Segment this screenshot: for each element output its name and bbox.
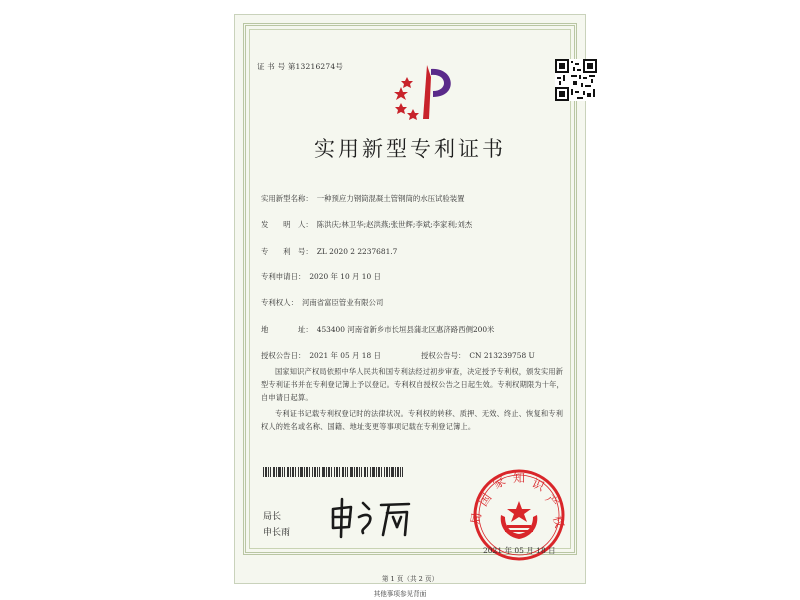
field-value: 河南省富臣管业有限公司 (301, 298, 384, 307)
field-key: 专 利 号： (261, 247, 313, 256)
certificate-number: 证 书 号 第13216274号 (257, 62, 344, 71)
field-value: CN 213239758 U (469, 351, 535, 360)
field-value: 一种预应力钢筒混凝土管钢筒的水压试验装置 (316, 194, 465, 203)
director-title: 局长 (263, 512, 282, 522)
legal-status-paragraph: 专利证书记载专利权登记时的法律状况。专利权的转移、质押、无效、终止、恢复和专利权人的姓名或名称、国籍、地址变更等事项记载在专利登记簿上。 (261, 409, 564, 431)
signature-icon (327, 495, 417, 539)
field-value: 2020 年 10 月 10 日 (309, 272, 381, 281)
svg-text:知: 知 (513, 471, 526, 485)
field-key: 授权公告日： (261, 351, 306, 360)
svg-text:权: 权 (550, 514, 567, 530)
director-name: 申长雨 (263, 528, 291, 538)
svg-text:识: 识 (529, 476, 547, 494)
field-key: 实用新型名称： (261, 194, 313, 203)
field-application-date (261, 271, 381, 282)
field-value: 2021 年 05 月 18 日 (309, 351, 381, 360)
page-number: 第 1 页（共 2 页） (381, 575, 439, 583)
seal-date: 2021 年 05 月 18 日 (483, 546, 556, 555)
field-key: 发 明 人： (261, 220, 313, 229)
qr-code-icon (555, 59, 597, 101)
barcode-icon (263, 467, 403, 477)
field-value: 453400 河南省新乡市长垣县蒲北区惠济路西侧200米 (316, 325, 495, 334)
field-utility-model-name (261, 193, 465, 204)
svg-text:产: 产 (542, 491, 562, 511)
svg-text:家: 家 (490, 473, 508, 492)
svg-text:局: 局 (468, 511, 485, 526)
field-grant-date (261, 350, 381, 361)
footer-note: 其他事项参见背面 (373, 590, 427, 598)
field-key: 专利权人： (261, 298, 298, 307)
field-key: 地 址： (261, 325, 313, 334)
field-value: ZL 2020 2 2237681.7 (316, 247, 398, 256)
field-grant-number (421, 350, 535, 361)
field-inventors (261, 219, 472, 230)
field-patent-number (261, 246, 397, 257)
certificate-sheet (234, 14, 586, 584)
svg-text:国: 国 (475, 490, 495, 509)
cnipa-logo-icon (393, 57, 463, 123)
field-value: 陈洪庆;林卫华;赵洪燕;张世辉;李斌;李家利;刘杰 (316, 220, 473, 229)
grant-statement-paragraph: 国家知识产权局依照中华人民共和国专利法经过初步审查，决定授予专利权，颁发实用新型专利证书并在专利登记簿上予以登记。专利权自授权公告之日起生效。专利权期限为十年，自申请日起算。 (261, 367, 564, 402)
certificate-title: 实用新型专利证书 (314, 137, 506, 161)
field-patentee (261, 297, 383, 308)
field-key: 授权公告号： (421, 351, 466, 360)
field-address (261, 324, 494, 335)
field-key: 专利申请日： (261, 272, 306, 281)
